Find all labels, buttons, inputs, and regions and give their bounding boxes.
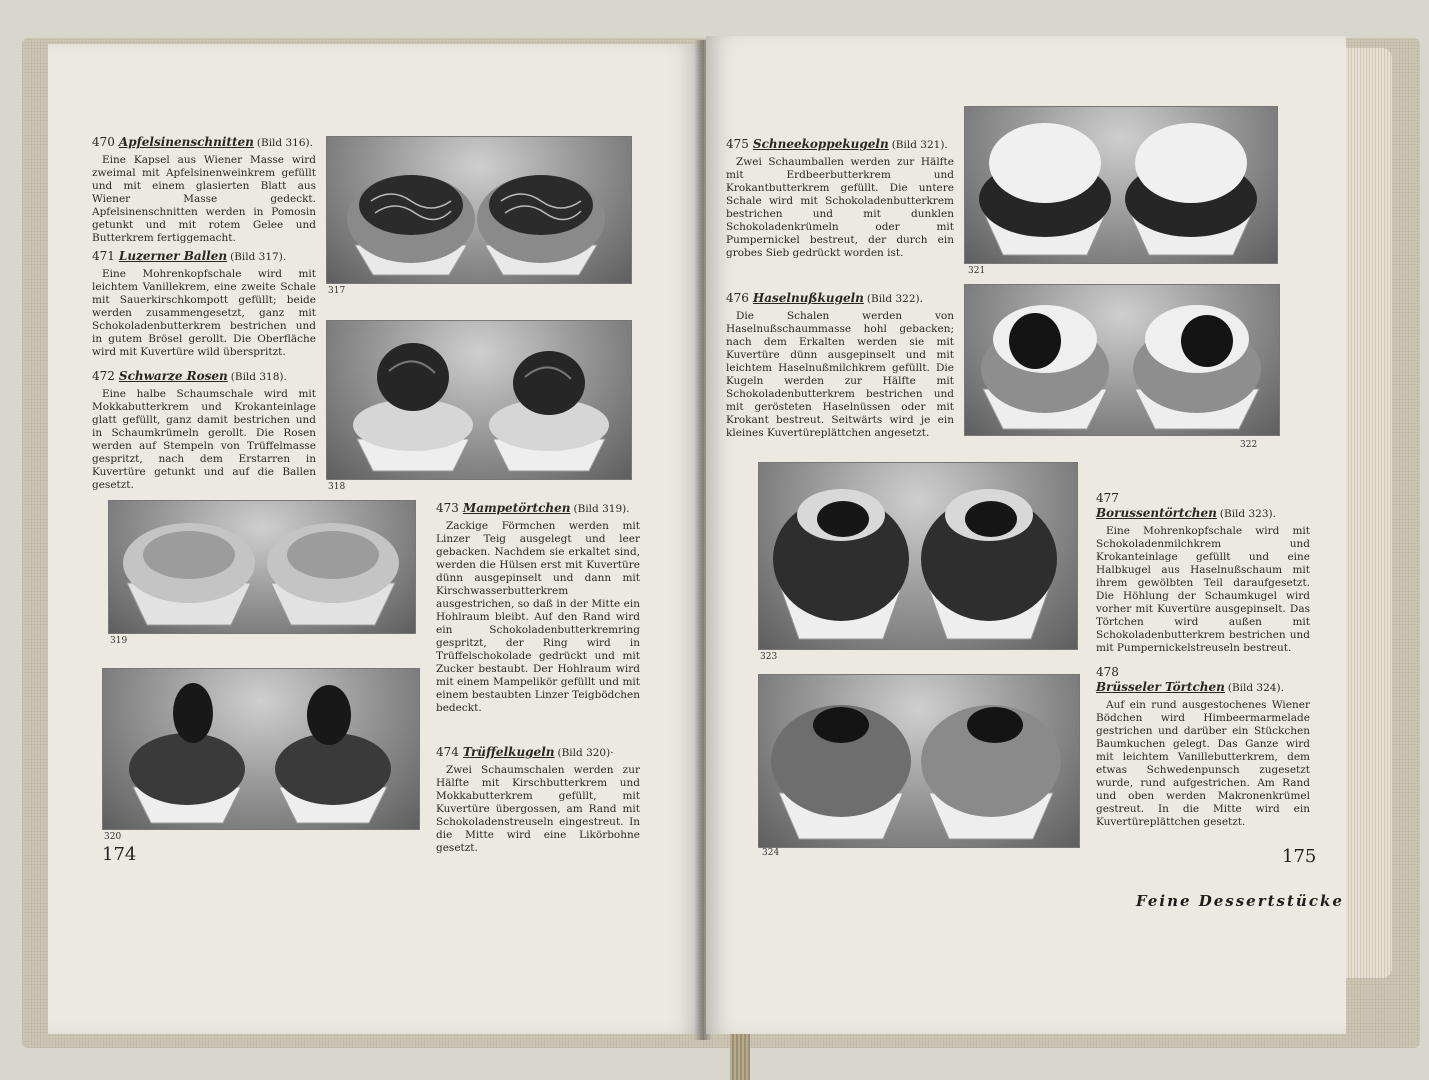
photo-317 bbox=[326, 136, 632, 284]
recipe-text: Eine halbe Schaumschale wird mit Mokkabutterkrem und Krokanteinlage glatt gefüllt, ganz damit bestrichen und in Schaumkrümeln gerollt. Die Rosen werden auf Stempeln von Trüffelmasse gespritzt, nach dem Erstarren in Kuvertüre getunkt und auf die Ballen gesetzt. bbox=[92, 388, 316, 491]
left-page bbox=[48, 44, 700, 1034]
figure-caption: 321 bbox=[968, 266, 986, 276]
recipe-text: Zwei Schaumschalen werden zur Hälfte mit Kirschbutterkrem und Mokkabutterkrem gefüllt, mit Kuvertüre übergossen, am Rand mit Schokoladenstreuseln eingestreut. In die Mitte wird eine Likörbohne gesetzt. bbox=[436, 764, 640, 854]
figure-caption: 322 bbox=[1240, 440, 1258, 450]
figure-ref: (Bild 324). bbox=[1227, 682, 1284, 694]
recipe-text: Eine Mohrenkopfschale wird mit Schokoladenmilchkrem und Krokanteinlage gefüllt und eine Halbkugel aus Haselnußschaum mit ihrem gewölbten Teil daraufgesetzt. Die Höhlung der Schaumkugel wird vorher mit Kuvertüre ausgepinselt. Das Törtchen wird außen mit Schokoladenbutterkrem bestrichen und mit Pumpernickelstreuseln bestreut. bbox=[1096, 525, 1310, 654]
recipe-number: 470 bbox=[92, 135, 115, 149]
figure-caption: 324 bbox=[762, 848, 780, 858]
pastry-image bbox=[759, 463, 1077, 649]
pastry-image bbox=[327, 137, 631, 283]
recipe-title: Trüffelkugeln bbox=[462, 745, 555, 759]
recipe-title: Mampetörtchen bbox=[462, 501, 571, 515]
page-number: 174 bbox=[102, 844, 137, 865]
recipe-477 bbox=[1096, 492, 1310, 655]
recipe-title: Brüsseler Törtchen bbox=[1096, 680, 1225, 694]
recipe-number: 476 bbox=[726, 291, 749, 305]
figure-ref: (Bild 317). bbox=[230, 251, 287, 263]
figure-caption: 317 bbox=[328, 286, 346, 296]
recipe-number: 472 bbox=[92, 369, 115, 383]
recipe-text: Zwei Schaumballen werden zur Hälfte mit Erdbeerbutterkrem und Krokantbutterkrem gefüllt. Die untere Schale wird mit Schokoladenbutterkrem bestrichen und mit dunklen Schokoladenkrümeln oder mit Pumpernickel bestreut, der durch ein grobes Sieb gedrückt worden ist. bbox=[726, 156, 954, 259]
pastry-image bbox=[965, 107, 1277, 263]
figure-caption: 318 bbox=[328, 482, 346, 492]
recipe-title: Schneekoppekugeln bbox=[752, 137, 889, 151]
recipe-text: Die Schalen werden von Haselnußschaummasse hohl gebacken; nach dem Erkalten werden sie mit Kuvertüre dünn ausgepinselt und mit leichtem Haselnußmilchkrem gefüllt. Die Kugeln werden zur Hälfte mit Schokoladenbutterkrem bestrichen und mit gerösteten Haselnüssen oder mit Krokant bestreut. Seitwärts wird je ein kleines Kuvertüreplättchen angesetzt. bbox=[726, 310, 954, 439]
photo-318 bbox=[326, 320, 632, 480]
recipe-478 bbox=[1096, 666, 1310, 829]
recipe-number: 478 bbox=[1096, 665, 1119, 679]
recipe-title: Apfelsinenschnitten bbox=[118, 135, 254, 149]
recipe-475 bbox=[726, 138, 954, 260]
recipe-471 bbox=[92, 250, 316, 359]
recipe-number: 474 bbox=[436, 745, 459, 759]
recipe-text: Eine Mohrenkopfschale wird mit leichtem Vanillekrem, eine zweite Schale mit Sauerkirschkompott gefüllt; beide werden zusammengesetzt, ganz mit Schokoladenbutterkrem bestrichen und in gutem Brösel gerollt. Die Oberfläche wird mit Kuvertüre wild überspritzt. bbox=[92, 268, 316, 358]
recipe-title: Schwarze Rosen bbox=[118, 369, 228, 383]
figure-ref: (Bild 319). bbox=[573, 503, 630, 515]
right-page bbox=[706, 36, 1346, 1034]
figure-caption: 319 bbox=[110, 636, 128, 646]
recipe-number: 473 bbox=[436, 501, 459, 515]
recipe-472 bbox=[92, 370, 316, 492]
recipe-476 bbox=[726, 292, 954, 440]
recipe-title: Luzerner Ballen bbox=[118, 249, 228, 263]
photo-320 bbox=[102, 668, 420, 830]
recipe-text: Auf ein rund ausgestochenes Wiener Bödchen wird Himbeermarmelade gestrichen und darüber ein Stückchen Baumkuchen gelegt. Das Ganze wird mit leichtem Vanillebutterkrem, dem etwas Schwedenpunsch zugesetzt wurde, rund aufgestrichen. Am Rand und oben werden Makronenkrümel gestreut. In die Mitte wird ein Kuvertüreplättchen gesetzt. bbox=[1096, 699, 1310, 828]
page-edges bbox=[1340, 48, 1392, 978]
figure-ref: (Bild 318). bbox=[230, 371, 287, 383]
figure-caption: 320 bbox=[104, 832, 122, 842]
recipe-title: Borussentörtchen bbox=[1096, 506, 1217, 520]
photo-323 bbox=[758, 462, 1078, 650]
figure-ref: (Bild 316). bbox=[256, 137, 313, 149]
pastry-image bbox=[109, 501, 415, 633]
figure-ref: (Bild 320)· bbox=[557, 747, 614, 759]
section-footer: Feine Dessertstücke bbox=[1136, 892, 1344, 910]
recipe-number: 475 bbox=[726, 137, 749, 151]
pastry-image bbox=[759, 675, 1079, 847]
photo-322 bbox=[964, 284, 1280, 436]
pastry-image bbox=[327, 321, 631, 479]
pastry-image bbox=[103, 669, 419, 829]
recipe-470 bbox=[92, 136, 316, 245]
recipe-number: 477 bbox=[1096, 491, 1119, 505]
figure-ref: (Bild 323). bbox=[1219, 508, 1276, 520]
photo-321 bbox=[964, 106, 1278, 264]
recipe-title: Haselnußkugeln bbox=[752, 291, 864, 305]
photo-324 bbox=[758, 674, 1080, 848]
figure-ref: (Bild 321). bbox=[891, 139, 948, 151]
recipe-473 bbox=[436, 502, 640, 715]
recipe-474 bbox=[436, 746, 640, 855]
figure-caption: 323 bbox=[760, 652, 778, 662]
recipe-text: Zackige Förmchen werden mit Linzer Teig ausgelegt und leer gebacken. Nachdem sie erkaltet sind, werden die Hülsen erst mit Kuvertüre dünn ausgepinselt und dann mit Kirschwasserbutterkrem ausgestrichen, so daß in der Mitte ein Hohlraum bleibt. Auf den Rand wird ein Schokoladenbutterkremring gespritzt, der Ring wird in Trüffelschokolade gedrückt und mit Zucker bestaubt. Der Hohlraum wird mit einem Mampelikör gefüllt und mit einem bestaubten Linzer Teigbödchen bedeckt. bbox=[436, 520, 640, 714]
page-number: 175 bbox=[1282, 846, 1317, 867]
figure-ref: (Bild 322). bbox=[866, 293, 923, 305]
recipe-text: Eine Kapsel aus Wiener Masse wird zweimal mit Apfelsinenweinkrem gefüllt und mit einem glasierten Blatt aus Wiener Masse gedeckt. Apfelsinenschnitten werden in Pomosin getunkt und mit rotem Gelee und Butterkrem fertiggemacht. bbox=[92, 154, 316, 244]
recipe-number: 471 bbox=[92, 249, 115, 263]
pastry-image bbox=[965, 285, 1279, 435]
photo-319 bbox=[108, 500, 416, 634]
